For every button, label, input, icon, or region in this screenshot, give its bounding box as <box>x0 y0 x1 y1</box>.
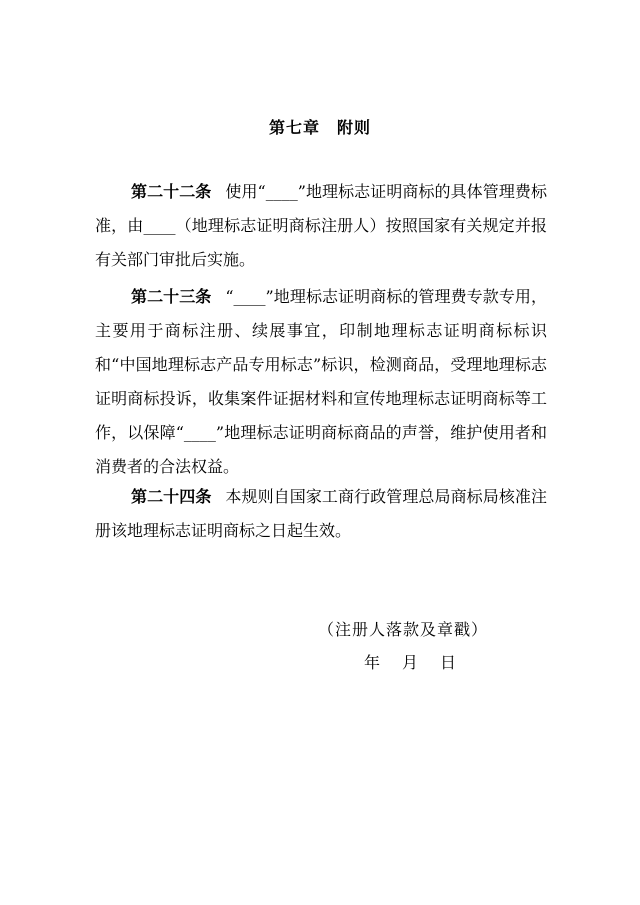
article-label: 第二十三条 <box>131 287 212 306</box>
registrant-signature-note: （注册人落款及章戳） <box>318 620 489 639</box>
article-24 <box>95 480 547 548</box>
article-label: 第二十四条 <box>131 487 212 506</box>
chapter-title: 第七章 附则 <box>268 118 371 137</box>
article-23 <box>95 280 547 484</box>
date-day: 日 <box>440 653 457 672</box>
article-text: “____”地理标志证明商标的管理费专款专用，主要用于商标注册、续展事宜，印制地理标志证明商标标识和“中国地理标志产品专用标志”标识，检测商品，受理地理标志证明商标投诉，收集案件证据材料和宣传地理标志证明商标等工作，以保障“____”地理标志证明商标商品的声誉，维护使用者和消费者的合法权益。 <box>95 287 547 476</box>
article-text: 本规则自国家工商行政管理总局商标局核准注册该地理标志证明商标之日起生效。 <box>95 487 547 540</box>
date-month: 月 <box>402 653 419 672</box>
article-label: 第二十二条 <box>131 182 212 201</box>
article-text: 使用“____”地理标志证明商标的具体管理费标准，由____（地理标志证明商标注册人）按照国家有关规定并报有关部门审批后实施。 <box>95 182 547 269</box>
date-line <box>364 651 456 675</box>
article-22 <box>95 175 547 277</box>
date-year: 年 <box>364 653 381 672</box>
